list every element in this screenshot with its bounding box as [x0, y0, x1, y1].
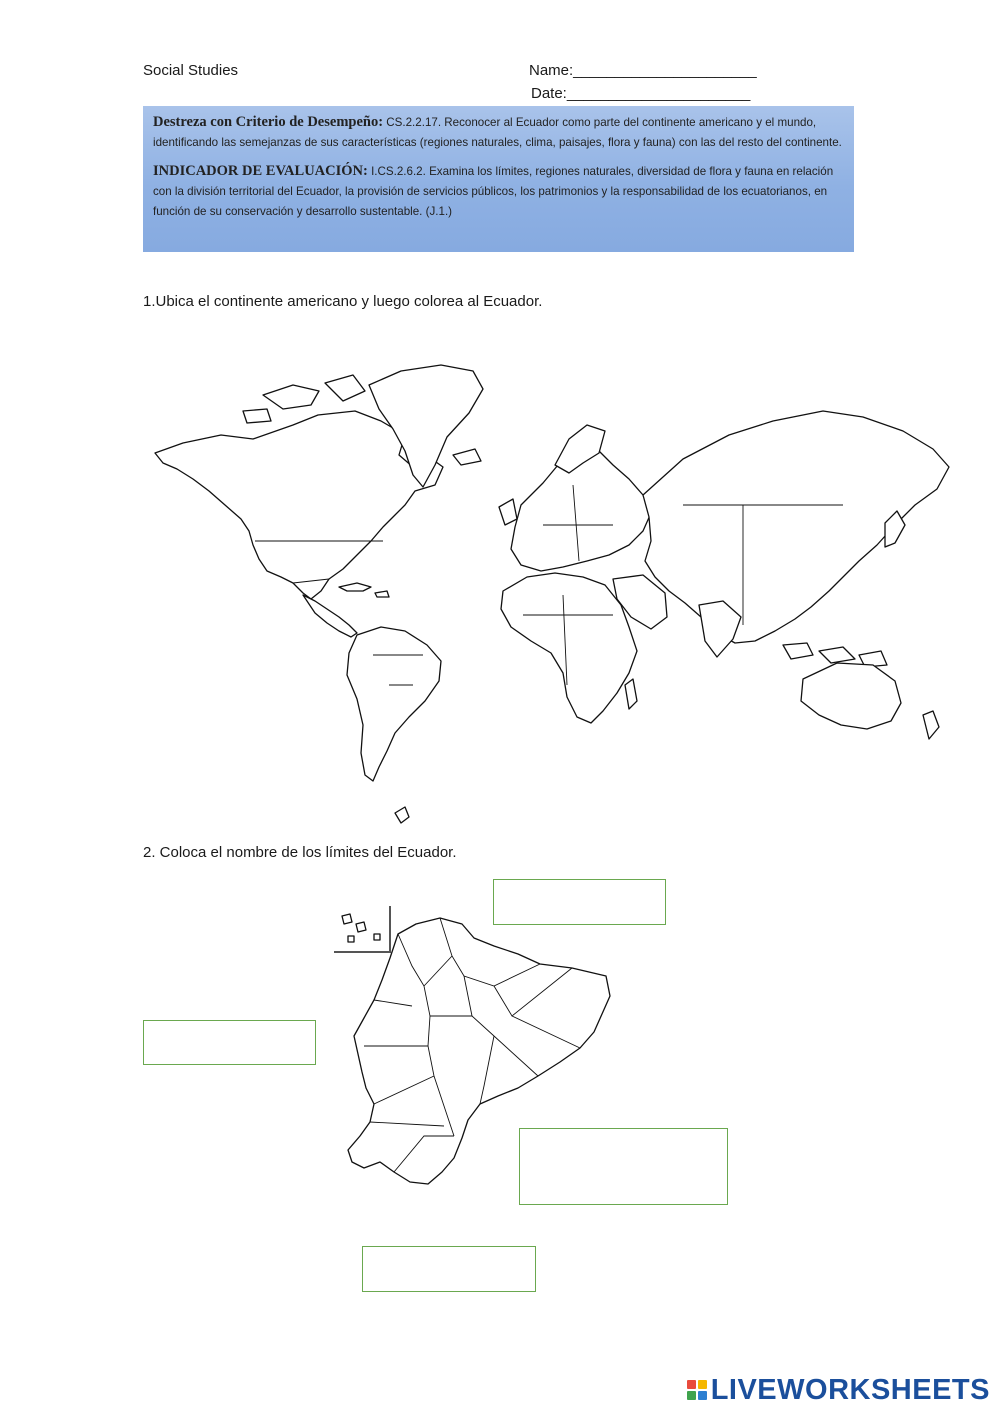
answer-box-north[interactable] [493, 879, 666, 925]
antarctica-fragment [395, 807, 409, 823]
question-1: 1.Ubica el continente americano y luego colorea al Ecuador. [143, 293, 543, 310]
answer-box-south[interactable] [362, 1246, 536, 1292]
indicador-text: I.CS.2.6.2. Examina los límites, regiones naturales, diversidad de flora y fauna en relación con la división territorial del Ecuador, la provisión de servicios públicos, los patrimonios y la responsabilidad de los ecuatorianos, en función de su conservación y desarrollo sustentable. (J.1.) [153, 165, 834, 218]
new-zealand [923, 711, 939, 739]
brand-logo-icon [687, 1380, 707, 1400]
destreza-text: CS.2.2.17. Reconocer al Ecuador como parte del continente americano y el mundo, identificando las semejanzas de sus características (regiones naturales, clima, paisajes, flora y fauna) con las del resto del continente. [153, 116, 842, 149]
name-line: Name:______________________ [529, 62, 757, 79]
brand-name: LIVEWORKSHEETS [710, 1373, 990, 1406]
iceland [453, 449, 481, 465]
central-america [303, 595, 357, 637]
galapagos-islands [342, 914, 380, 942]
criteria-box [143, 106, 854, 252]
question-2: 2. Coloca el nombre de los límites del Ecuador. [143, 844, 457, 861]
destreza-title: Destreza con Criterio de Desempeño: [153, 114, 384, 130]
uk-ireland [499, 499, 517, 525]
south-america [347, 627, 441, 781]
world-map[interactable] [143, 355, 958, 830]
australia [801, 663, 901, 729]
answer-box-east[interactable] [519, 1128, 728, 1205]
subject-label: Social Studies [143, 62, 239, 79]
answer-box-west[interactable] [143, 1020, 316, 1065]
caribbean [339, 583, 389, 597]
indicador-title: INDICADOR DE EVALUACIÓN: [153, 163, 368, 179]
date-line: Date:______________________ [531, 85, 751, 102]
madagascar [625, 679, 637, 709]
indicador-paragraph [153, 161, 844, 222]
destreza-paragraph [153, 112, 844, 153]
brand-logo [687, 1373, 990, 1407]
